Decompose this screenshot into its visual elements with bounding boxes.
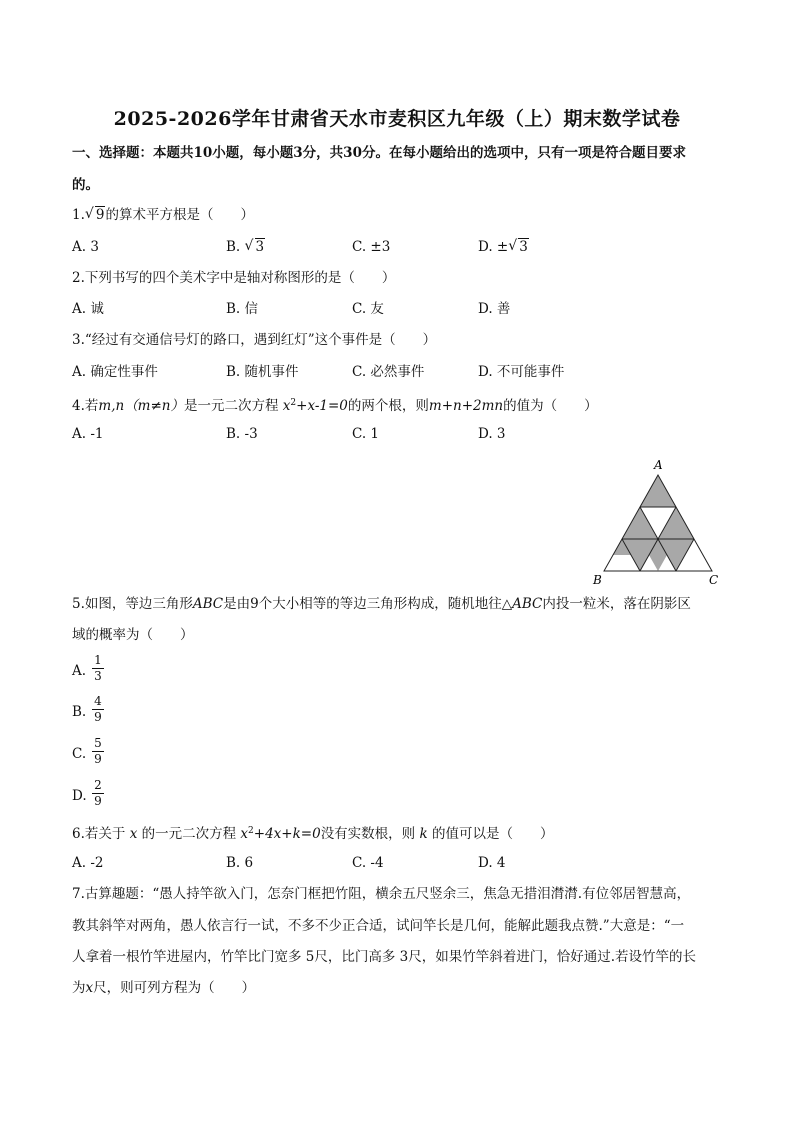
q1-sqrt: [86, 205, 106, 225]
question-5-line-1: [72, 594, 691, 614]
q5-option-b-label: B.: [72, 704, 87, 720]
q6-var-x: x: [129, 826, 138, 842]
q6-option-a: A. -2: [72, 855, 104, 871]
q5-option-b-fraction: [92, 694, 104, 725]
q4-option-d: D. 3: [478, 426, 506, 442]
q3-option-d: D. 不可能事件: [478, 364, 565, 380]
q4-vars: m,n: [98, 398, 125, 414]
q7-text-a: 为: [72, 980, 86, 996]
q5-option-d-num: 2: [92, 778, 104, 794]
q5-option-a-den: 3: [94, 669, 102, 683]
q1-suffix: 的算术平方根是（ ）: [105, 207, 254, 223]
q4-option-b: B. -3: [226, 426, 258, 442]
q4-suffix: 的值为（ ）: [503, 398, 598, 414]
q7-text-b: 尺，则可列方程为（ ）: [93, 980, 256, 996]
q5-option-c-den: 9: [94, 752, 102, 766]
question-3: 3.“经过有交通信号灯的路口，遇到红灯”这个事件是（ ）: [72, 332, 437, 348]
q3-option-a: A. 确定性事件: [72, 364, 158, 380]
q6-eq-rest: +4x+k=0: [253, 826, 321, 842]
q6-eq-var: x: [240, 826, 249, 842]
q3-option-b: B. 随机事件: [226, 364, 299, 380]
shaded-triangles: [613, 475, 694, 571]
q6-option-d: D. 4: [478, 855, 506, 871]
q3-option-c: C. 必然事件: [352, 364, 425, 380]
q1-option-d: [478, 237, 529, 257]
q1-option-b: [226, 237, 265, 257]
question-7-line-2: 教其斜竿对两角，愚人依言行一试，不多不少正合适，试问竿长是几何，能解此题我点赞.”大意是：“一: [72, 918, 685, 934]
q6-prefix: 6.若关于: [72, 826, 126, 842]
triangle-figure: [588, 455, 728, 590]
q4-prefix: 4.若: [72, 398, 99, 414]
section-header-line-2: 的。: [72, 177, 99, 193]
q5-option-d-den: 9: [94, 794, 102, 808]
q1-option-c: C. ±3: [352, 239, 391, 255]
shaded-triangle-mid-right: [658, 507, 694, 539]
q4-eq-exponent: 2: [290, 398, 297, 408]
q5-option-c-num: 5: [92, 736, 104, 752]
shaded-triangle-mid-left: [622, 507, 658, 539]
question-2: 2.下列书写的四个美术字中是轴对称图形的是（ ）: [72, 270, 396, 286]
q5-option-b-den: 9: [94, 710, 102, 724]
q4-condition: （m≠n）: [124, 398, 184, 414]
section-header-line-1: 一、选择题：本题共10小题，每小题3分，共30分。在每小题给出的选项中，只有一项是符合题目要求: [72, 145, 686, 161]
q2-option-a: A. 诚: [72, 301, 104, 317]
q6-option-b: B. 6: [226, 855, 254, 871]
q5-option-b-num: 4: [92, 694, 104, 710]
q6-option-c: C. -4: [352, 855, 384, 871]
q6-mid2: 没有实数根，则: [320, 826, 416, 842]
q1-option-d-label: D. ±: [478, 239, 509, 255]
vertex-label-a: A: [654, 458, 663, 472]
q1-radicand: 9: [95, 207, 105, 223]
q5-option-d-fraction: [92, 778, 104, 809]
question-7-line-3: 人拿着一根竹竿进屋内，竹竿比门宽多 5尺，比门高多 3尺，如果竹竿斜着进门，恰好通过.若设竹竿的长: [72, 949, 697, 965]
q5-option-d-label: D.: [72, 788, 87, 804]
q6-var-k: k: [419, 826, 428, 842]
q5-abc: ABC: [192, 596, 224, 612]
q1-option-b-sqrt: [246, 237, 266, 257]
q5-option-c-label: C.: [72, 746, 87, 762]
question-7-line-4: [72, 978, 255, 998]
vertex-label-c: C: [709, 573, 719, 587]
question-1: [72, 205, 254, 225]
question-4: [72, 393, 598, 416]
q4-mid: 是一元二次方程: [184, 398, 279, 414]
q4-eq-rest: +x-1=0: [296, 398, 348, 414]
q4-option-c: C. 1: [352, 426, 380, 442]
q6-eq-exponent: 2: [248, 826, 254, 836]
q5-text-a: 5.如图，等边三角形: [72, 596, 193, 612]
q2-option-d: D. 善: [478, 301, 511, 317]
q2-option-c: C. 友: [352, 301, 384, 317]
q5-option-a-label: A.: [72, 663, 87, 679]
vertex-label-b: B: [593, 573, 602, 587]
question-5-line-2: 域的概率为（ ）: [72, 627, 194, 643]
shaded-triangle-top: [640, 475, 676, 507]
q6-suffix: 的值可以是（ ）: [431, 826, 554, 842]
q4-mid2: 的两个根，则: [347, 398, 429, 414]
q5-abc2: ABC: [512, 596, 543, 612]
q6-mid: 的一元二次方程: [141, 826, 237, 842]
q1-prefix: 1.: [72, 207, 85, 223]
q4-expression: m+n+2mn: [428, 398, 504, 414]
q1-option-b-radicand: 3: [255, 239, 265, 255]
q4-eq-var: x: [282, 398, 291, 414]
q5-option-a-num: 1: [92, 653, 104, 669]
q5-text-b: 是由9个大小相等的等边三角形构成，随机地往△: [223, 596, 513, 612]
q4-option-a: A. -1: [72, 426, 104, 442]
q1-option-d-radicand: 3: [519, 239, 528, 255]
question-6: [72, 821, 553, 844]
page-title: 2025-2026学年甘肃省天水市麦积区九年级（上）期末数学试卷: [113, 108, 681, 130]
q5-text-c: 内投一粒米，落在阴影区: [542, 596, 691, 612]
question-7-line-1: 7.古算趣题：“愚人持竿欲入门，怎奈门框把竹阻，横余五尺竖余三，焦急无措泪潸潸.有位邻居智慧高，: [72, 886, 691, 902]
q1-option-b-label: B.: [226, 239, 241, 255]
q5-option-c-fraction: [92, 736, 104, 767]
q2-option-b: B. 信: [226, 301, 259, 317]
q7-var-x: x: [85, 980, 94, 996]
q5-option-a-fraction: [92, 653, 104, 684]
q1-option-a: A. 3: [72, 239, 99, 255]
q1-option-d-sqrt: [509, 237, 529, 257]
